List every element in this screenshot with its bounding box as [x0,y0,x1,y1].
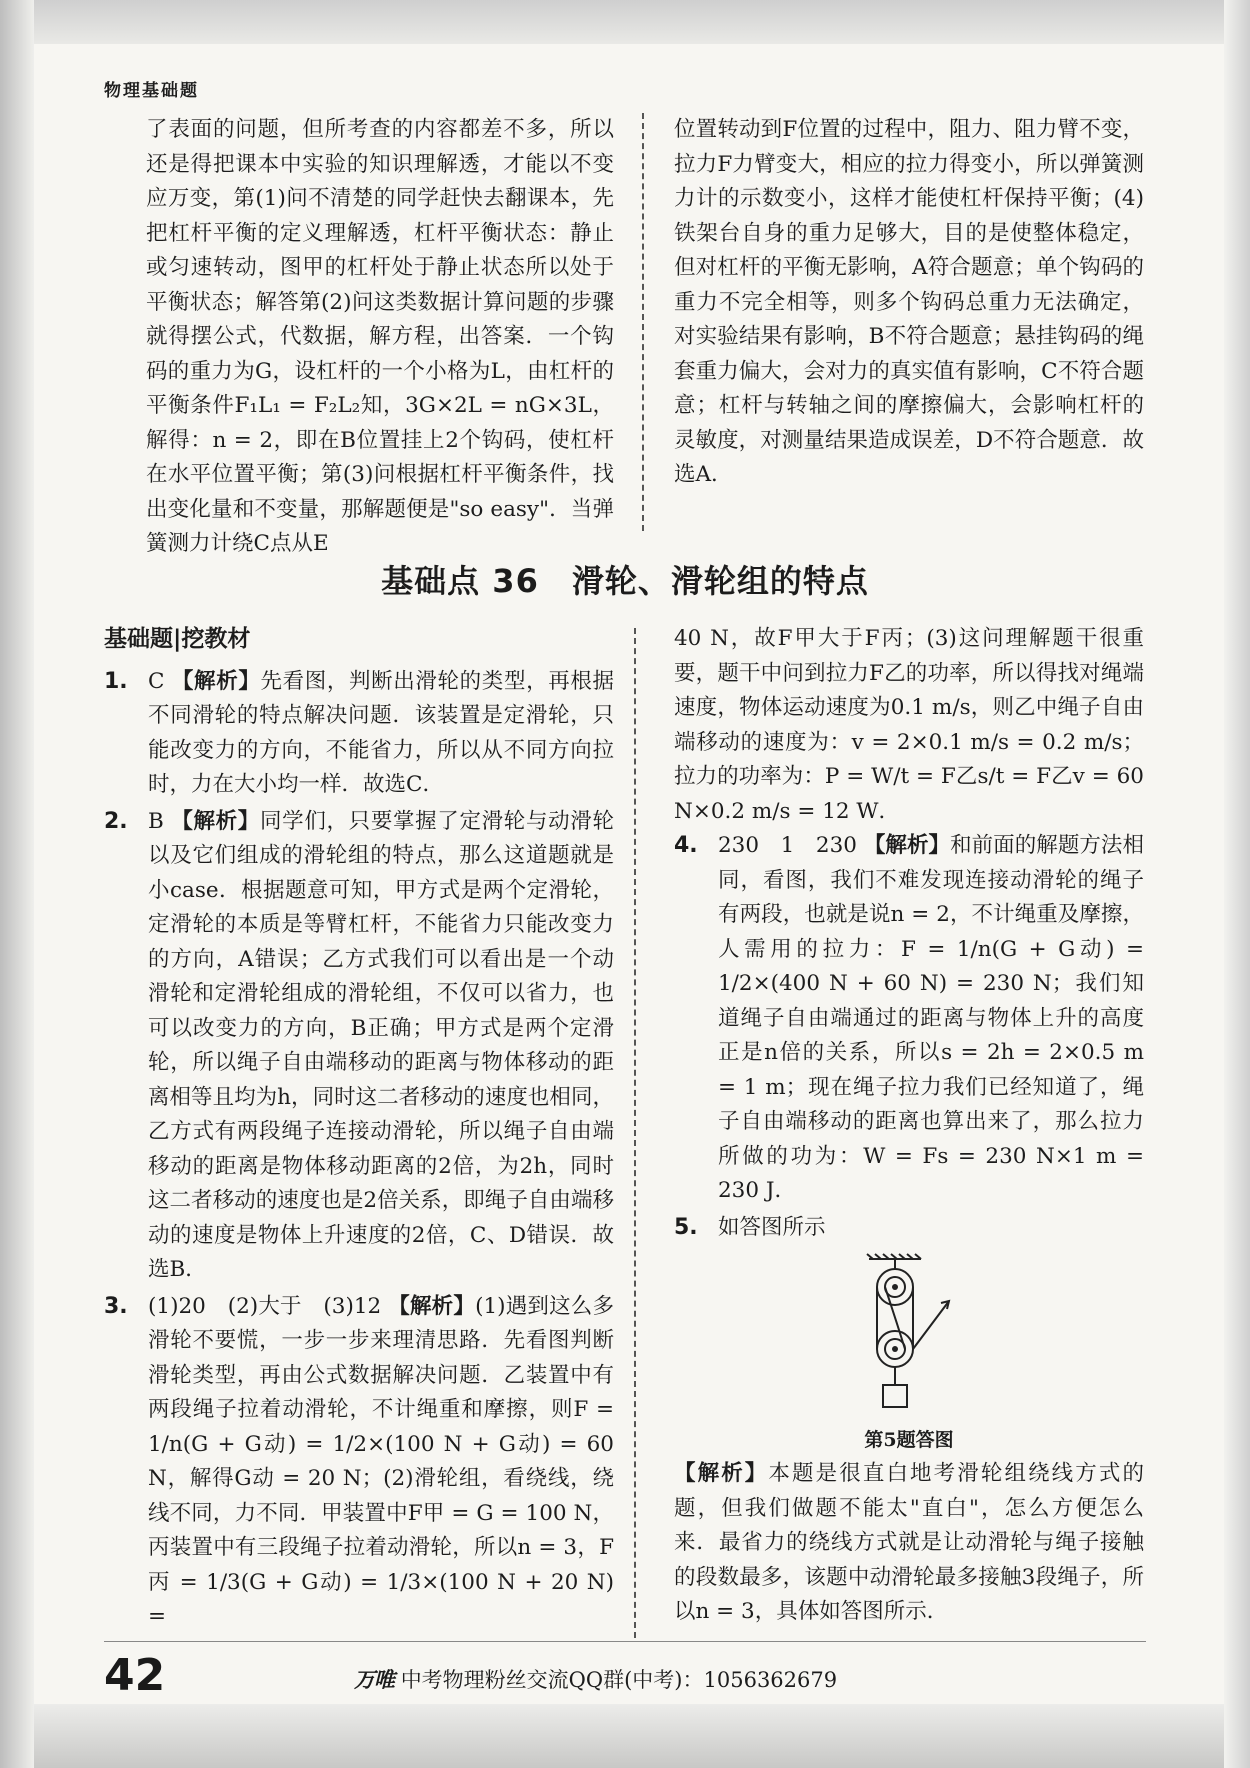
item-answer: (1)20 (2)大于 (3)12 [148,1293,382,1319]
pulley-figure [674,1253,1144,1457]
item-text: (1)遇到这么多滑轮不要慌，一步一步来理清思路．先看图判断滑轮类型，再由公式数据解决问题．乙装置中有两段绳子拉着动滑轮，不计绳重和摩擦，则F = 1/n(G + G动) = 1/2×(100 N + G动) = 60 N，解得G动 = 20 N；(2)滑轮组，看绕线，绕线不同，力不同．甲装置中F甲 = G = 100 N，丙装置中有三段绳子拉着动滑轮，所以n = 3，F丙 = 1/3(G + G动) = 1/3×(100 N + 20 N) = [148,1293,614,1629]
item-answer: 230 1 230 [718,833,857,858]
bottom-right-column [674,622,1144,1630]
item-text: 和前面的解题方法相同，看图，我们不难发现连接动滑轮的绳子有两段，也就是说n = 2，不计绳重及摩擦，人需用的拉力：F = 1/n(G + G动) = 1/2×(400 N + 60 N) = 230 N；我们知道绳子自由端通过的距离与物体上升的高度正是n倍的关系，所以s = 2h = 2×0.5 m = 1 m；现在绳子拉力我们已经知道了，绳子自由端移动的距离也算出来了，那么拉力所做的功为：W = Fs = 230 N×1 m = 230 J． [718,833,1144,1203]
pulley-diagram [849,1253,969,1413]
brand-logo: 万唯 [354,1668,394,1692]
column-divider-top [642,113,644,531]
column-divider-bottom [634,628,636,1638]
load-block [883,1385,907,1407]
top-right-column [674,113,1144,493]
scan-border-right [1224,0,1250,1768]
item-number: 1. [104,668,128,694]
analysis-label: 【解析】 [674,1461,769,1486]
item-number: 4. [674,833,698,858]
analysis-text: 本题是很直白地考滑轮组绕线方式的题，但我们做题不能太"直白"，怎么方便怎么来．最省力的绕线方式就是让动滑轮与绳子接触的段数最多，该题中动滑轮最多接触3段绳子，所以n = 3，具体如答图所示． [674,1461,1144,1624]
analysis-label: 【解析】 [171,808,260,834]
item-answer: B [148,808,164,834]
item-answer: C [148,668,165,694]
top-left-column [146,113,614,562]
item-number: 3. [104,1293,128,1319]
analysis-label: 【解析】 [388,1293,476,1319]
item-text: 同学们，只要掌握了定滑轮与动滑轮以及它们组成的滑轮组的特点，那么这道题就是小case．根据题意可知，甲方式是两个定滑轮，定滑轮的本质是等臂杠杆，不能省力只能改变力的方向，A错误；乙方式我们可以看出是一个动滑轮和定滑轮组成的滑轮组，不仅可以省力，也可以改变力的方向，B正确；甲方式是两个定滑轮，所以绳子自由端移动的距离与物体移动的距离相等且均为h，同时这二者移动的速度也相同，乙方式有两段绳子连接动滑轮，所以绳子自由端移动的距离是物体移动距离的2倍，为2h，同时这二者移动的速度也是2倍关系，即绳子自由端移动的速度是物体上升速度的2倍，C、D错误．故选B． [148,808,614,1282]
scan-border-left [0,0,34,1768]
answer-item-5 [674,1211,1144,1246]
bottom-left-column [104,622,614,1637]
item-text: 先看图，判断出滑轮的类型，再根据不同滑轮的特点解决问题．该装置是定滑轮，只能改变力的方向，不能省力，所以从不同方向拉时，力在大小均一样．故选C． [148,668,614,797]
scan-border-top [0,0,1250,44]
item-number: 5. [674,1214,698,1240]
page-number: 42 [104,1650,166,1701]
top-right-text: 位置转动到F位置的过程中，阻力、阻力臂不变，拉力F力臂变大，相应的拉力得变小，所以弹簧测力计的示数变小，这样才能使杠杆保持平衡；(4)铁架台自身的重力足够大，目的是使整体稳定，但对杠杆的平衡无影响，A符合题意；单个钩码的重力不完全相等，则多个钩码总重力无法确定，对实验结果有影响，B不符合题意；悬挂钩码的绳套重力偏大，会对力的真实值有影响，C不符合题意；杠杆与转轴之间的摩擦偏大，会影响杠杆的灵敏度，对测量结果造成误差，D不符合题意．故选A． [674,117,1144,487]
top-left-text: 了表面的问题，但所考查的内容都差不多，所以还是得把课本中实验的知识理解透，才能以不变应万变，第(1)问不清楚的同学赶快去翻课本，先把杠杆平衡的定义理解透，杠杆平衡状态：静止或匀速转动，图甲的杠杆处于静止状态所以处于平衡状态；解答第(2)问这类数据计算问题的步骤就得摆公式，代数据，解方程，出答案．一个钩码的重力为G，设杠杆的一个小格为L，由杠杆的平衡条件F₁L₁ = F₂L₂知，3G×2L = nG×3L，解得：n = 2，即在B位置挂上2个钩码，使杠杆在水平位置平衡；第(3)问根据杠杆平衡条件，找出变化量和不变量，那解题便是"so easy"．当弹簧测力计绕C点从E [146,117,614,556]
item-3-continuation: 40 N，故F甲大于F丙；(3)这问理解题干很重要，题干中问到拉力F乙的功率，所以得找对绳端速度，物体运动速度为0.1 m/s，则乙中绳子自由端移动的速度为：v = 2×0.1 m/s = 0.2 m/s；拉力的功率为：P = W/t = F乙s/t = F乙v = 60 N×0.2 m/s = 12 W． [674,626,1144,824]
answer-item-3 [104,1290,614,1635]
answer-item-1 [104,665,614,803]
running-title: 物理基础题 [104,81,199,101]
section-title: 基础点 36 滑轮、滑轮组的特点 [381,562,869,600]
pull-rope [913,1301,949,1349]
footer-text: 中考物理粉丝交流QQ群(中考)：1056362679 [400,1668,838,1692]
analysis-label: 【解析】 [171,668,261,694]
scan-border-bottom [0,1704,1250,1768]
footer [354,1664,837,1694]
item-answer: 如答图所示 [718,1214,826,1240]
figure-caption: 第5题答图 [864,1428,954,1451]
answer-item-4 [674,829,1144,1209]
subheading: 基础题|挖教材 [104,626,251,652]
footer-rule [104,1641,1146,1642]
item-number: 2. [104,808,128,834]
answer-item-2 [104,805,614,1288]
analysis-label: 【解析】 [863,833,951,858]
item-5-analysis [674,1457,1144,1630]
